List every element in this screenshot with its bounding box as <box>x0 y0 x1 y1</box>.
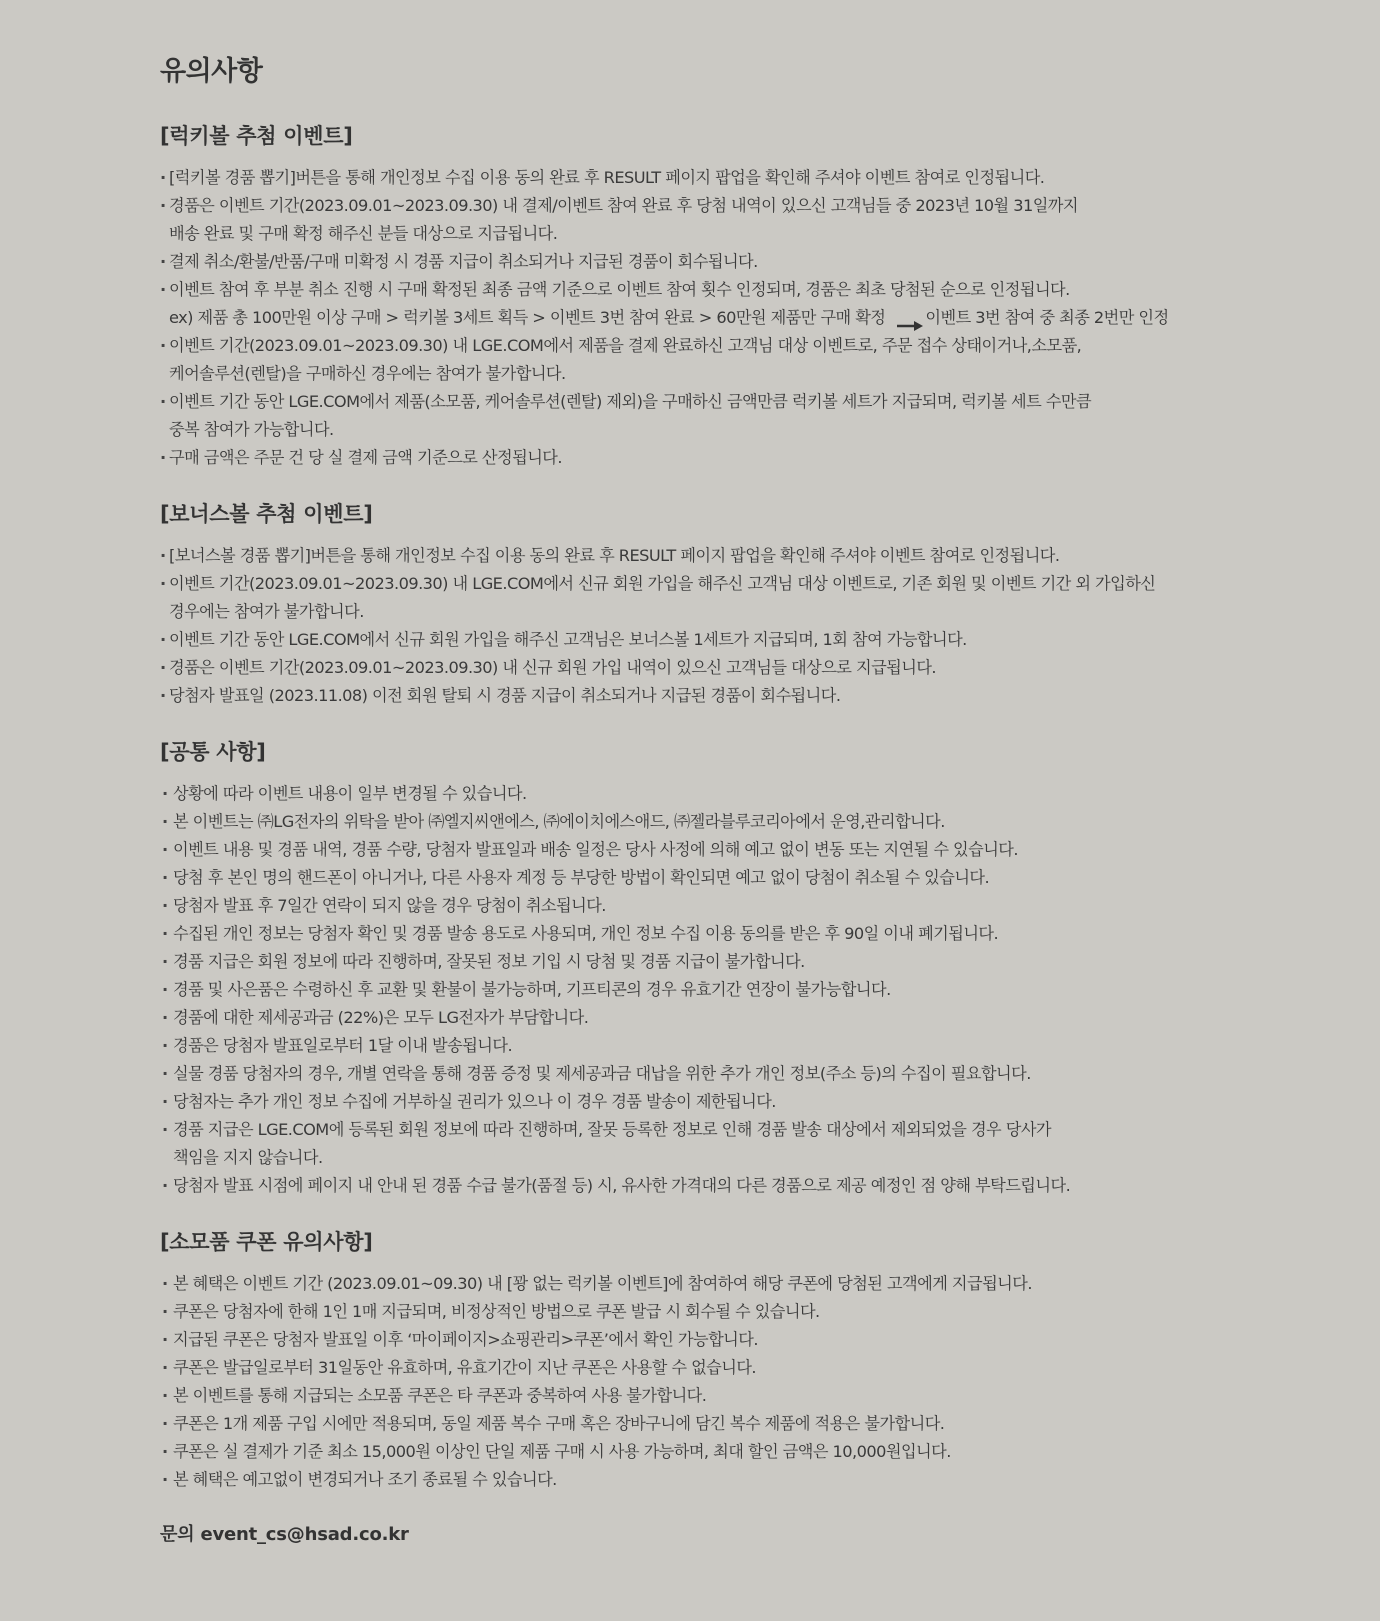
notes-list <box>160 780 1360 1200</box>
list-item: · 이벤트 기간(2023.09.01~2023.09.30) 내 LGE.COM에서 제품을 결제 완료하신 고객님 대상 이벤트로, 주문 접수 상태이거나,소모품, 케어솔루션(렌탈)을 구매하신 경우에는 참여가 불가합니다. <box>160 332 1360 388</box>
list-item: · 경품은 이벤트 기간(2023.09.01~2023.09.30) 내 신규 회원 가입 내역이 있으신 고객님들 대상으로 지급됩니다. <box>160 654 1360 682</box>
list-item: · 실물 경품 당첨자의 경우, 개별 연락을 통해 경품 증정 및 제세공과금 대납을 위한 추가 개인 정보(주소 등)의 수집이 필요합니다. <box>160 1060 1360 1088</box>
list-item: · 본 이벤트는 ㈜LG전자의 위탁을 받아 ㈜엘지씨앤에스, ㈜에이치에스애드, ㈜젤라블루코리아에서 운영,관리합니다. <box>160 808 1360 836</box>
list-item: · 본 이벤트를 통해 지급되는 소모품 쿠폰은 타 쿠폰과 중복하여 사용 불가합니다. <box>160 1382 1360 1410</box>
list-item: · 경품 지급은 회원 정보에 따라 진행하며, 잘못된 정보 기입 시 당첨 및 경품 지급이 불가합니다. <box>160 948 1360 976</box>
list-item: · 쿠폰은 실 결제가 기준 최소 15,000원 이상인 단일 제품 구매 시 사용 가능하며, 최대 할인 금액은 10,000원입니다. <box>160 1438 1360 1466</box>
list-item: · 이벤트 기간(2023.09.01~2023.09.30) 내 LGE.COM에서 신규 회원 가입을 해주신 고객님 대상 이벤트로, 기존 회원 및 이벤트 기간 외 가입하신 경우에는 참여가 불가합니다. <box>160 570 1360 626</box>
list-item: · 당첨자 발표일 (2023.11.08) 이전 회원 탈퇴 시 경품 지급이 취소되거나 지급된 경품이 회수됩니다. <box>160 682 1360 710</box>
section-title: [보너스볼 추첨 이벤트] <box>160 502 373 526</box>
section-title: [공통 사항] <box>160 740 266 764</box>
list-item: · 쿠폰은 당첨자에 한해 1인 1매 지급되며, 비정상적인 방법으로 쿠폰 발급 시 회수될 수 있습니다. <box>160 1298 1360 1326</box>
section-common <box>160 737 1360 1200</box>
list-item: · 이벤트 기간 동안 LGE.COM에서 신규 회원 가입을 해주신 고객님은 보너스볼 1세트가 지급되며, 1회 참여 가능합니다. <box>160 626 1360 654</box>
list-item: · 당첨자 발표 후 7일간 연락이 되지 않을 경우 당첨이 취소됩니다. <box>160 892 1360 920</box>
list-item: · 경품에 대한 제세공과금 (22%)은 모두 LG전자가 부담합니다. <box>160 1004 1360 1032</box>
list-item: · [보너스볼 경품 뽑기]버튼을 통해 개인정보 수집 이용 동의 완료 후 RESULT 페이지 팝업을 확인해 주셔야 이벤트 참여로 인정됩니다. <box>160 542 1360 570</box>
contact-email: 문의 event_cs@hsad.co.kr <box>160 1524 409 1545</box>
list-item: · 결제 취소/환불/반품/구매 미확정 시 경품 지급이 취소되거나 지급된 경품이 회수됩니다. <box>160 248 1360 276</box>
list-item: · 이벤트 내용 및 경품 내역, 경품 수량, 당첨자 발표일과 배송 일정은 당사 사정에 의해 예고 없이 변동 또는 지연될 수 있습니다. <box>160 836 1360 864</box>
notes-list <box>160 332 1360 472</box>
list-item: · [럭키볼 경품 뽑기]버튼을 통해 개인정보 수집 이용 동의 완료 후 RESULT 페이지 팝업을 확인해 주셔야 이벤트 참여로 인정됩니다. <box>160 164 1360 192</box>
section-title: [소모품 쿠폰 유의사항] <box>160 1230 373 1254</box>
example-line <box>160 304 1360 332</box>
list-item: · 수집된 개인 정보는 당첨자 확인 및 경품 발송 용도로 사용되며, 개인 정보 수집 이용 동의를 받은 후 90일 이내 폐기됩니다. <box>160 920 1360 948</box>
list-item: · 쿠폰은 1개 제품 구입 시에만 적용되며, 동일 제품 복수 구매 혹은 장바구니에 담긴 복수 제품에 적용은 불가합니다. <box>160 1410 1360 1438</box>
list-item: · 이벤트 기간 동안 LGE.COM에서 제품(소모품, 케어솔루션(렌탈) 제외)을 구매하신 금액만큼 럭키볼 세트가 지급되며, 럭키볼 세트 수만큼 중복 참여가 가능합니다. <box>160 388 1360 444</box>
example-left: ex) 제품 총 100만원 이상 구매 > 럭키볼 3세트 획득 > 이벤트 3번 참여 완료 > 60만원 제품만 구매 확정 <box>169 308 886 327</box>
notes-list <box>160 542 1360 710</box>
example-right: 이벤트 3번 참여 중 최종 2번만 인정 <box>925 308 1169 327</box>
list-item: · 경품은 당첨자 발표일로부터 1달 이내 발송됩니다. <box>160 1032 1360 1060</box>
list-item: · 본 혜택은 예고없이 변경되거나 조기 종료될 수 있습니다. <box>160 1466 1360 1494</box>
list-item: · 구매 금액은 주문 건 당 실 결제 금액 기준으로 산정됩니다. <box>160 444 1360 472</box>
list-item: · 당첨자 발표 시점에 페이지 내 안내 된 경품 수급 불가(품절 등) 시, 유사한 가격대의 다른 경품으로 제공 예정인 점 양해 부탁드립니다. <box>160 1172 1360 1200</box>
list-item: · 쿠폰은 발급일로부터 31일동안 유효하며, 유효기간이 지난 쿠폰은 사용할 수 없습니다. <box>160 1354 1360 1382</box>
notice-page <box>160 52 1360 1550</box>
notes-list <box>160 164 1360 304</box>
list-item: · 당첨 후 본인 명의 핸드폰이 아니거나, 다른 사용자 계정 등 부당한 방법이 확인되면 예고 없이 당첨이 취소될 수 있습니다. <box>160 864 1360 892</box>
list-item: · 경품 및 사은품은 수령하신 후 교환 및 환불이 불가능하며, 기프티콘의 경우 유효기간 연장이 불가능합니다. <box>160 976 1360 1004</box>
list-item: · 당첨자는 추가 개인 정보 수집에 거부하실 권리가 있으나 이 경우 경품 발송이 제한됩니다. <box>160 1088 1360 1116</box>
arrow-right-icon <box>897 313 923 325</box>
page-title: 유의사항 <box>160 56 263 87</box>
section-luckyball <box>160 121 1360 472</box>
list-item: · 본 혜택은 이벤트 기간 (2023.09.01~09.30) 내 [꽝 없는 럭키볼 이벤트]에 참여하여 해당 쿠폰에 당첨된 고객에게 지급됩니다. <box>160 1270 1360 1298</box>
section-title: [럭키볼 추첨 이벤트] <box>160 124 353 148</box>
list-item: · 이벤트 참여 후 부분 취소 진행 시 구매 확정된 최종 금액 기준으로 이벤트 참여 횟수 인정되며, 경품은 최초 당첨된 순으로 인정됩니다. <box>160 276 1360 304</box>
list-item: · 상황에 따라 이벤트 내용이 일부 변경될 수 있습니다. <box>160 780 1360 808</box>
list-item: · 경품은 이벤트 기간(2023.09.01~2023.09.30) 내 결제/이벤트 참여 완료 후 당첨 내역이 있으신 고객님들 중 2023년 10월 31일까지 배송 완료 및 구매 확정 해주신 분들 대상으로 지급됩니다. <box>160 192 1360 248</box>
section-coupon <box>160 1227 1360 1494</box>
notes-list <box>160 1270 1360 1494</box>
list-item: · 지급된 쿠폰은 당첨자 발표일 이후 ‘마이페이지>쇼핑관리>쿠폰’에서 확인 가능합니다. <box>160 1326 1360 1354</box>
list-item: · 경품 지급은 LGE.COM에 등록된 회원 정보에 따라 진행하며, 잘못 등록한 정보로 인해 경품 발송 대상에서 제외되었을 경우 당사가 책임을 지지 않습니다. <box>160 1116 1360 1172</box>
section-bonusball <box>160 499 1360 710</box>
